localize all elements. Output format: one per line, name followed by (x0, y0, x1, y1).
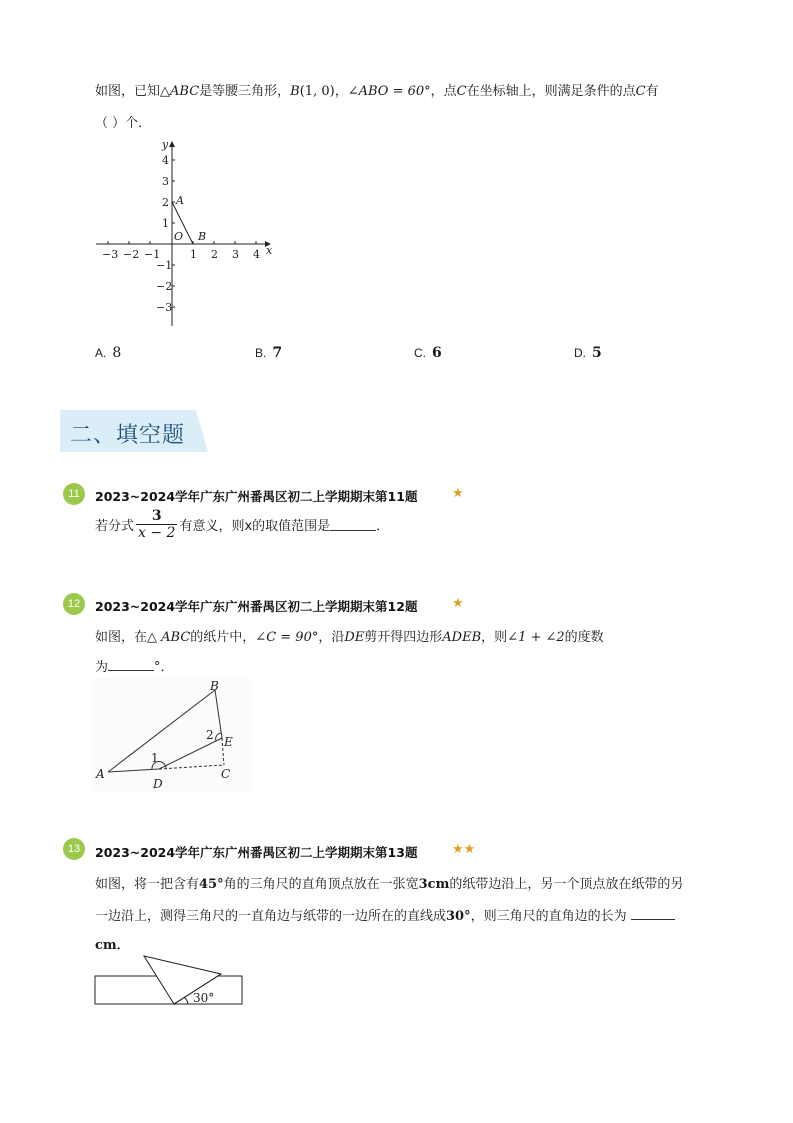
point-a-label: A (176, 194, 184, 207)
q12-text: 的度数 (564, 630, 604, 645)
question-number-badge: 12 (63, 593, 85, 615)
difficulty-stars: ★★ (452, 842, 476, 857)
angle-30-label: 30° (193, 991, 215, 1005)
answer-blank[interactable] (108, 658, 154, 671)
option-a-letter: A. (95, 346, 107, 360)
origin-label: O (174, 230, 184, 243)
q10-text: ，点 (430, 84, 457, 99)
difficulty-stars: ★ (452, 486, 464, 501)
q12-text: ，则 (481, 630, 508, 645)
y-tick-neg2: −2 (156, 280, 173, 293)
x-tick-3: 3 (232, 248, 239, 261)
q13-width: 3cm (418, 877, 450, 892)
q12-angle-c: ∠C = 90° (255, 630, 319, 645)
answer-blank[interactable] (631, 907, 675, 920)
y-tick-4: 4 (162, 154, 169, 167)
q10-angle: ∠ABO = 60° (347, 84, 431, 99)
fraction (136, 508, 177, 541)
x-tick-1: 1 (190, 248, 197, 261)
q10-point-c: C (456, 84, 467, 99)
q10-text: 如图，已知 (95, 84, 161, 99)
fraction-numerator: 3 (136, 508, 177, 525)
q12-line2 (95, 656, 174, 675)
y-tick-neg1: −1 (156, 259, 173, 272)
x-tick-2: 2 (211, 248, 218, 261)
option-c-value: 6 (432, 345, 442, 361)
q12-adeb: ADEB (442, 630, 482, 645)
option-c-letter: C. (414, 346, 426, 360)
q10-line1 (95, 80, 659, 99)
q13-unit: cm． (95, 938, 130, 953)
q12-sum: ∠1 + ∠2 (507, 630, 565, 645)
triangle-figure (92, 678, 252, 793)
option-b-value: 7 (272, 345, 283, 361)
x-tick-neg1: −1 (144, 248, 161, 261)
q10-sep: ， (334, 84, 348, 99)
q13-text: 的纸带边沿上，另一个顶点放在纸带的另 (449, 877, 684, 892)
answer-blank[interactable] (330, 518, 376, 531)
q10-text: 有 (645, 84, 659, 99)
q11-text: ． (376, 519, 390, 534)
y-tick-2: 2 (162, 196, 169, 209)
q10-b-coord: (1, 0) (299, 84, 335, 99)
difficulty-stars: ★ (452, 596, 464, 611)
option-b[interactable] (255, 345, 282, 361)
q13-text: ，则三角尺的直角边的长为 (470, 909, 627, 924)
fig-label-c: C (221, 767, 231, 781)
q10-point-c: C (635, 84, 646, 99)
tape-figure (94, 952, 246, 1008)
x-tick-neg2: −2 (123, 248, 140, 261)
q10-point-b: B (290, 84, 300, 99)
q12-triangle: △ ABC (147, 630, 191, 645)
coordinate-graph (92, 136, 282, 331)
option-d-value: 5 (592, 345, 602, 361)
q13-text: 如图，将一把含有 (95, 877, 200, 892)
q13-line2 (95, 905, 675, 924)
q12-text: °． (154, 660, 174, 675)
fraction-denominator: x − 2 (138, 525, 176, 541)
q10-abc: ABC (170, 84, 200, 99)
q12-de: DE (344, 630, 365, 645)
q10-text: 在坐标轴上，则满足条件的点 (466, 84, 636, 99)
option-a[interactable] (95, 345, 121, 361)
question-source: 2023~2024学年广东广州番禺区初二上学期期末第12题 (95, 599, 418, 614)
x-axis-label: x (266, 244, 273, 257)
q12-line1 (95, 626, 604, 645)
y-tick-1: 1 (162, 217, 169, 230)
q13-deg30: 30° (446, 909, 471, 924)
question-source: 2023~2024学年广东广州番禺区初二上学期期末第11题 (95, 489, 418, 504)
point-b-label: B (198, 230, 207, 243)
option-a-value: 8 (112, 345, 122, 361)
q13-deg45: 45° (199, 877, 224, 892)
q12-text: 剪开得四边形 (364, 630, 443, 645)
y-axis-label: y (162, 138, 169, 151)
option-b-letter: B. (255, 346, 267, 360)
question-number-badge: 11 (63, 483, 85, 505)
fig-label-b: B (210, 679, 219, 693)
q11-body (95, 508, 389, 541)
q12-text: 如图，在 (95, 630, 148, 645)
q11-text: 有意义，则x的取值范围是 (179, 519, 331, 534)
q13-text: 角的三角尺的直角顶点放在一张宽 (223, 877, 419, 892)
q12-text: ，沿 (318, 630, 345, 645)
triangle-symbol: △ (160, 84, 171, 99)
fig-label-e: E (224, 735, 233, 749)
x-tick-neg3: −3 (102, 248, 119, 261)
fig-label-d: D (153, 777, 163, 791)
q10-text: 是等腰三角形， (199, 84, 291, 99)
q12-text: 为 (95, 660, 109, 675)
option-d[interactable] (574, 345, 602, 361)
section-title: 二、填空题 (70, 423, 186, 448)
q11-text: 若分式 (95, 519, 135, 534)
y-tick-neg3: −3 (156, 301, 173, 314)
option-d-letter: D. (574, 346, 586, 360)
q13-text: 一边沿上，测得三角尺的一直角边与纸带的一边所在的直线成 (95, 909, 447, 924)
question-number-badge: 13 (63, 838, 85, 860)
q12-text: 的纸片中， (190, 630, 256, 645)
x-tick-4: 4 (253, 248, 260, 261)
fig-angle-1: 1 (151, 751, 159, 765)
option-c[interactable] (414, 345, 442, 361)
q10-line2: （ ）个． (95, 116, 152, 131)
question-source: 2023~2024学年广东广州番禺区初二上学期期末第13题 (95, 845, 418, 860)
fig-angle-2: 2 (206, 728, 214, 742)
q13-line1 (95, 873, 683, 892)
y-tick-3: 3 (162, 175, 169, 188)
fig-label-a: A (96, 767, 105, 781)
